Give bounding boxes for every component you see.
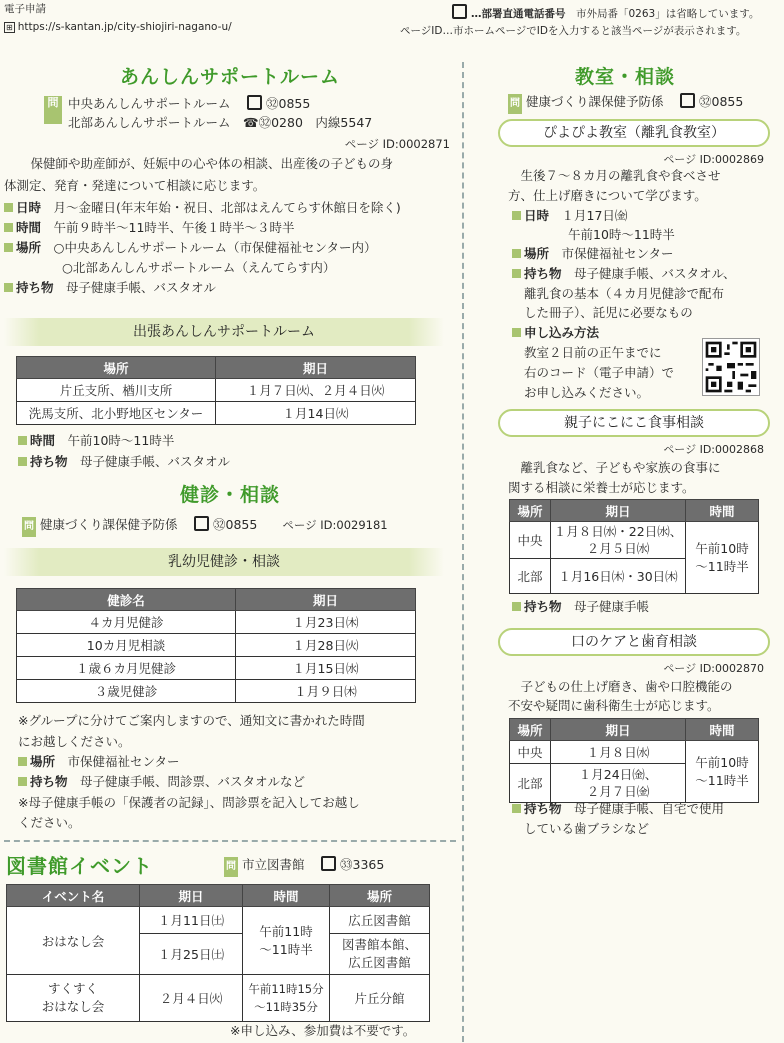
kuchi-bring: 持ち物 母子健康手帳、自宅で使用: [512, 800, 724, 818]
piyo-bring: 持ち物 母子健康手帳、バスタオル、: [512, 265, 736, 283]
tel-legend: …部署直通電話番号 市外局番「0263」は省略しています。: [448, 4, 759, 23]
table-row: 北部 １月24日㈮、 ２月７日㈮: [510, 764, 759, 803]
shutcho-bring: 持ち物 母子健康手帳、バスタオル: [18, 453, 230, 471]
table-row: ４カ月児健診 １月23日㈭: [17, 611, 416, 634]
anshin-date: 日時 月～金曜日(年末年始・祝日、北部はえんてらす休館日を除く): [4, 199, 401, 217]
piyo-time: 午前10時～11時半: [568, 227, 675, 242]
anshin-title: あんしんサポートルーム: [119, 66, 340, 88]
e-app-label: 電子申請: [4, 3, 46, 15]
shutcho-title: 出張あんしんサポートルーム: [4, 318, 444, 346]
table-header: 健診名: [17, 589, 236, 611]
piyo-title: ぴよぴよ教室（離乳食教室）: [498, 119, 770, 147]
table-header: 時間: [686, 500, 759, 522]
inquiry-icon: 問: [22, 517, 36, 537]
niko-bring: 持ち物 母子健康手帳: [512, 598, 649, 616]
kuchi-page-id: ページ ID:0002870: [663, 662, 764, 675]
piyo-apply-2: 右のコード（電子申請）で: [524, 365, 675, 380]
telephone-icon: [194, 516, 209, 531]
niko-title: 親子にこにこ食事相談: [498, 409, 770, 437]
kenshin-sub-title: 乳幼児健診・相談: [4, 548, 444, 576]
anshin-place-2: ○北部あんしんサポートルーム（えんてらす内）: [62, 260, 336, 275]
table-header: 場所: [17, 357, 216, 379]
piyo-apply-3: お申し込みください。: [524, 385, 650, 400]
anshin-contact-2: 北部あんしんサポートルーム ☎㉜0280 内線5547: [68, 115, 373, 130]
table-header: 場所: [330, 885, 430, 907]
kenshin-note-2: にお越しください。: [18, 734, 131, 749]
inquiry-icon: 問: [44, 96, 62, 124]
piyo-apply-1: 教室２日前の正午までに: [524, 345, 662, 360]
table-row: 洗馬支所、北小野地区センター １月14日㈫: [17, 402, 416, 425]
kuchi-table: [509, 718, 759, 803]
table-header: 期日: [216, 357, 416, 379]
anshin-bring: 持ち物 母子健康手帳、バスタオル: [4, 279, 216, 297]
table-row: 中央 １月８日㈬ 午前10時 ～11時半: [510, 741, 759, 764]
kuchi-desc-2: 不安や疑問に歯科衛生士が応じます。: [508, 698, 720, 713]
inquiry-icon: 問: [508, 94, 522, 114]
kenshin-bring: 持ち物 母子健康手帳、問診票、バスタオルなど: [18, 773, 305, 791]
table-header: 期日: [551, 719, 686, 741]
piyo-bring-3: した冊子）、託児に必要なもの: [524, 305, 693, 320]
url-icon: ⊞: [6, 23, 13, 32]
niko-page-id: ページ ID:0002868: [663, 443, 764, 456]
piyo-desc-1: 生後７～８カ月の離乳食や食べさせ: [520, 168, 721, 183]
table-header: 期日: [551, 500, 686, 522]
kenshin-title: 健診・相談: [179, 484, 280, 506]
qr-code-icon: [703, 339, 759, 395]
table-row: 北部 １月16日㈭・30日㈭: [510, 559, 759, 594]
piyo-date: 日時 １月17日㈮: [512, 207, 627, 225]
piyo-desc-2: 方、仕上げ磨きについて学びます。: [508, 188, 707, 203]
table-row: ３歳児健診 １月９日㈭: [17, 680, 416, 703]
shutcho-time: 時間 午前10時～11時半: [18, 432, 174, 450]
table-header: イベント名: [7, 885, 140, 907]
kyoshitsu-contact: 問 健康づくり課保健予防係 ㉜0855: [508, 93, 743, 114]
url-text[interactable]: ⊞ https://s-kantan.jp/city-shiojiri-nagano-u/: [6, 21, 232, 33]
anshin-desc-1: 保健師や助産師が、妊娠中の心や体の相談、出産後の子どもの身: [30, 156, 394, 171]
kenshin-contact: 問 健康づくり課保健予防係 ㉜0855 ページ ID:0029181: [22, 516, 388, 537]
library-contact: 問 市立図書館 ㉝3365: [224, 856, 384, 877]
anshin-desc-2: 体測定、発育・発達について相談に応じます。: [4, 178, 266, 193]
table-header: 場所: [510, 719, 551, 741]
table-header: 期日: [236, 589, 416, 611]
kuchi-title: 口のケアと歯育相談: [498, 628, 770, 656]
table-row: 10カ月児相談 １月28日㈫: [17, 634, 416, 657]
kyoshitsu-title: 教室・相談: [574, 66, 675, 88]
table-row: 中央 １月８日㈬・22日㈬、 ２月５日㈬ 午前10時 ～11時半: [510, 522, 759, 559]
kenshin-table: [16, 588, 416, 703]
inquiry-icon: 問: [224, 857, 238, 877]
anshin-contact: [44, 96, 62, 124]
library-table: [6, 884, 430, 1022]
library-note: ※申し込み、参加費は不要です。: [230, 1023, 416, 1038]
table-header: 場所: [510, 500, 551, 522]
table-header: 時間: [686, 719, 759, 741]
shutcho-table: [16, 356, 416, 425]
piyo-bring-2: 離乳食の基本（４カ月児健診で配布: [524, 286, 725, 301]
column-divider: [462, 62, 464, 1042]
telephone-icon: [247, 95, 262, 110]
table-row: 片丘支所、楢川支所 １月７日㈫、２月４日㈫: [17, 379, 416, 402]
niko-table: [509, 499, 759, 594]
telephone-icon: [321, 856, 336, 871]
piyo-page-id: ページ ID:0002869: [663, 153, 764, 166]
qr-code[interactable]: [702, 338, 760, 396]
page-id-legend: ページID…市ホームページでIDを入力すると該当ページが表示されます。: [400, 25, 747, 37]
kuchi-desc-1: 子どもの仕上げ磨き、歯や口腔機能の: [520, 679, 733, 694]
kenshin-note-4: ください。: [18, 815, 81, 830]
kuchi-bring-2: している歯ブラシなど: [524, 821, 650, 836]
telephone-icon: [452, 4, 467, 19]
anshin-place: 場所 ○中央あんしんサポートルーム（市保健福祉センター内）: [4, 239, 376, 257]
section-divider: [4, 840, 456, 842]
kenshin-place: 場所 市保健福祉センター: [18, 753, 180, 771]
table-row: １月25日㈯ 図書館本館、 広丘図書館: [7, 934, 430, 975]
niko-desc-1: 離乳食など、子どもや家族の食事に: [520, 460, 721, 475]
library-title: 図書館イベント: [6, 854, 153, 878]
telephone-icon: [680, 93, 695, 108]
kenshin-note-3: ※母子健康手帳の「保護者の記録」、問診票を記入してお越し: [18, 795, 360, 810]
anshin-page-id: ページ ID:0002871: [344, 137, 450, 151]
anshin-time: 時間 午前９時半～11時半、午後１時半～３時半: [4, 219, 294, 237]
table-row: １歳６カ月児健診 １月15日㈬: [17, 657, 416, 680]
table-header: 期日: [140, 885, 243, 907]
piyo-apply-label: 申し込み方法: [512, 324, 599, 342]
anshin-contact-1: 中央あんしんサポートルーム ㉜0855: [68, 96, 311, 111]
table-row: すくすく おはなし会 ２月４日㈫ 午前11時15分 ～11時35分 片丘分館: [7, 975, 430, 1022]
table-row: おはなし会 １月11日㈯ 午前11時 ～11時半 広丘図書館: [7, 907, 430, 934]
piyo-place: 場所 市保健福祉センター: [512, 245, 674, 263]
table-header: 時間: [243, 885, 330, 907]
niko-desc-2: 関する相談に栄養士が応じます。: [508, 480, 695, 495]
kenshin-note-1: ※グループに分けてご案内しますので、通知文に書かれた時間: [18, 713, 365, 728]
